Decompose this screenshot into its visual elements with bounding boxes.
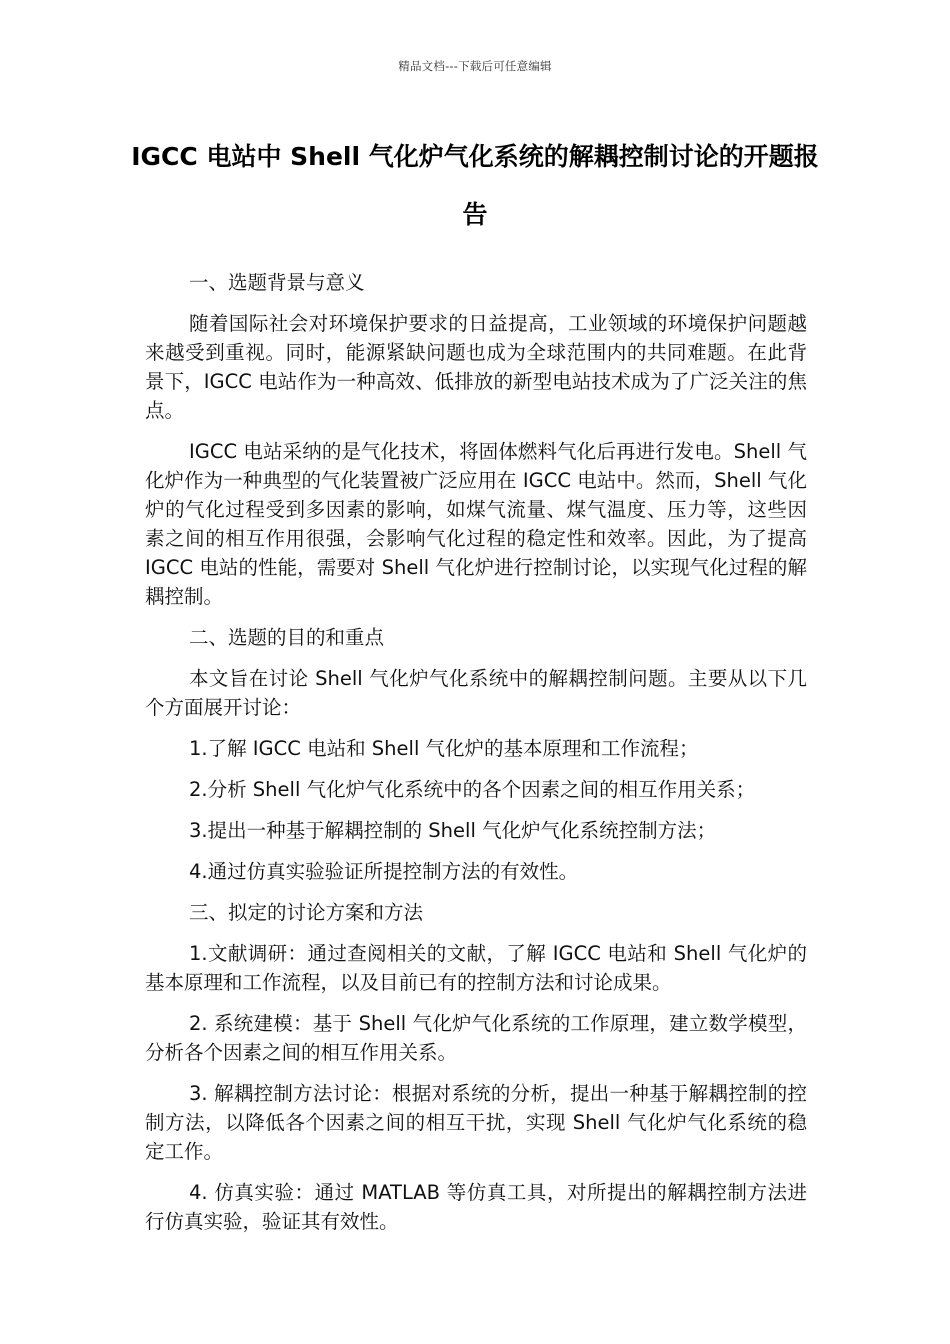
paragraph: 随着国际社会对环境保护要求的日益提高，工业领域的环境保护问题越来越受到重视。同时，能源紧缺问题也成为全球范围内的共同难题。在此背景下，IGCC 电站作为一种高效、低排放的新型电站技术成为了广泛关注的焦点。 [145,312,807,422]
section-heading-2: 二、选题的目的和重点 [189,626,385,649]
paragraph: IGCC 电站采纳的是气化技术，将固体燃料气化后再进行发电。Shell 气化炉作为一种典型的气化装置被广泛应用在 IGCC 电站中。然而，Shell 气化炉的气化过程受到多因素的影响，如煤气流量、煤气温度、压力等，这些因素之间的相互作用很强，会影响气化过程的稳定性和效率。因此，为了提高 IGCC 电站的性能，需要对 Shell 气化炉进行控制讨论，以实现气化过程的解耦控制。 [145,440,807,608]
list-item: 2. 系统建模：基于 Shell 气化炉气化系统的工作原理，建立数学模型，分析各个因素之间的相互作用关系。 [145,1012,807,1064]
list-item: 3.提出一种基于解耦控制的 Shell 气化炉气化系统控制方法； [189,819,717,842]
document-body [145,268,807,1248]
paragraph: 本文旨在讨论 Shell 气化炉气化系统中的解耦控制问题。主要从以下几个方面展开讨论： [145,667,807,719]
list-item: 3. 解耦控制方法讨论：根据对系统的分析，提出一种基于解耦控制的控制方法，以降低各个因素之间的相互干扰，实现 Shell 气化炉气化系统的稳定工作。 [145,1082,807,1163]
header-note: 精品文档---下载后可任意编辑 [398,59,552,73]
list-item: 2.分析 Shell 气化炉气化系统中的各个因素之间的相互作用关系； [189,778,756,801]
list-item: 1.了解 IGCC 电站和 Shell 气化炉的基本原理和工作流程； [189,737,699,760]
section-heading-3: 三、拟定的讨论方案和方法 [189,901,424,924]
list-item: 4. 仿真实验：通过 MATLAB 等仿真工具，对所提出的解耦控制方法进行仿真实验，验证其有效性。 [145,1181,807,1233]
list-item: 4.通过仿真实验验证所提控制方法的有效性。 [189,860,579,883]
section-heading-1: 一、选题背景与意义 [189,271,365,294]
list-item: 1.文献调研：通过查阅相关的文献，了解 IGCC 电站和 Shell 气化炉的基本原理和工作流程，以及目前已有的控制方法和讨论成果。 [145,942,807,994]
document-title: IGCC 电站中 Shell 气化炉气化系统的解耦控制讨论的开题报告 [131,142,819,229]
